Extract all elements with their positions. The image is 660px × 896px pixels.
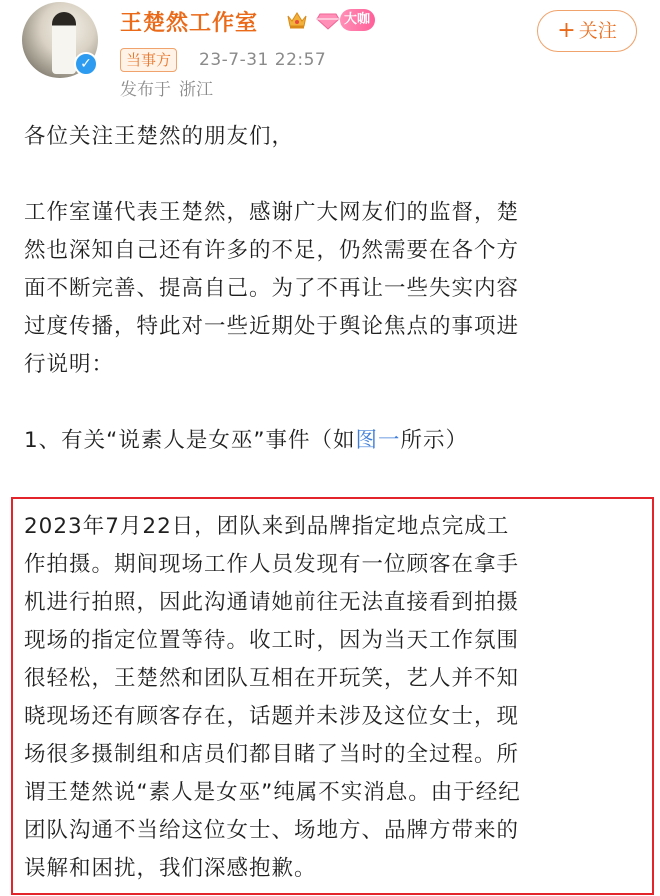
location-prefix: 发布于 bbox=[120, 80, 171, 100]
highlighted-paragraph: 2023年7月22日，团队来到品牌指定地点完成工 作拍摄。期间现场工作人员发现有一位顾客在拿手 机进行拍照，因此沟通请她前往无法直接看到拍摄 现场的指定位置等待。收工时，因为当天工作氛围 很轻松，王楚然和团队互相在开玩笑，艺人并不知 晓现场还有顾客存在，话题并未涉及这位女士，现 场很多摄制组和店员们都目睹了当时的全过程。所 谓王楚然说“素人是女巫”纯属不实消息。由于经纪 团队沟通不当给这位女士、场地方、品牌方带来的 误解和困扰，我们深感抱歉。 bbox=[24, 514, 521, 881]
username[interactable]: 王楚然工作室 bbox=[120, 11, 259, 36]
plus-icon: + bbox=[557, 18, 576, 43]
post-location bbox=[120, 78, 221, 102]
item-heading bbox=[24, 422, 640, 460]
dakua-badge: 大咖 bbox=[340, 9, 375, 31]
crown-icon bbox=[286, 10, 308, 30]
item-prefix: 1、有关“说素人是女巫”事件（如 bbox=[24, 428, 356, 453]
post-header bbox=[0, 0, 660, 110]
intro-paragraph: 工作室谨代表王楚然，感谢广大网友们的监督，楚 然也深知自己还有许多的不足，仍然需要在各个方 面不断完善、提高自己。为了不再让一些失实内容 过度传播，特此对一些近期处于舆论焦点的事项进 行说明： bbox=[24, 200, 520, 377]
figure-link[interactable]: 图一 bbox=[355, 428, 401, 453]
verified-icon: ✓ bbox=[74, 52, 98, 76]
location-name: 浙江 bbox=[179, 80, 213, 100]
follow-label: 关注 bbox=[578, 20, 617, 42]
item-suffix: 所示） bbox=[400, 428, 468, 453]
follow-button[interactable] bbox=[537, 10, 637, 52]
diamond-icon bbox=[316, 10, 340, 30]
party-tag: 当事方 bbox=[120, 48, 177, 72]
greeting-paragraph: 各位关注王楚然的朋友们， bbox=[24, 124, 295, 149]
post-time: 23-7-31 22:57 bbox=[199, 50, 327, 70]
post-body bbox=[24, 118, 640, 460]
